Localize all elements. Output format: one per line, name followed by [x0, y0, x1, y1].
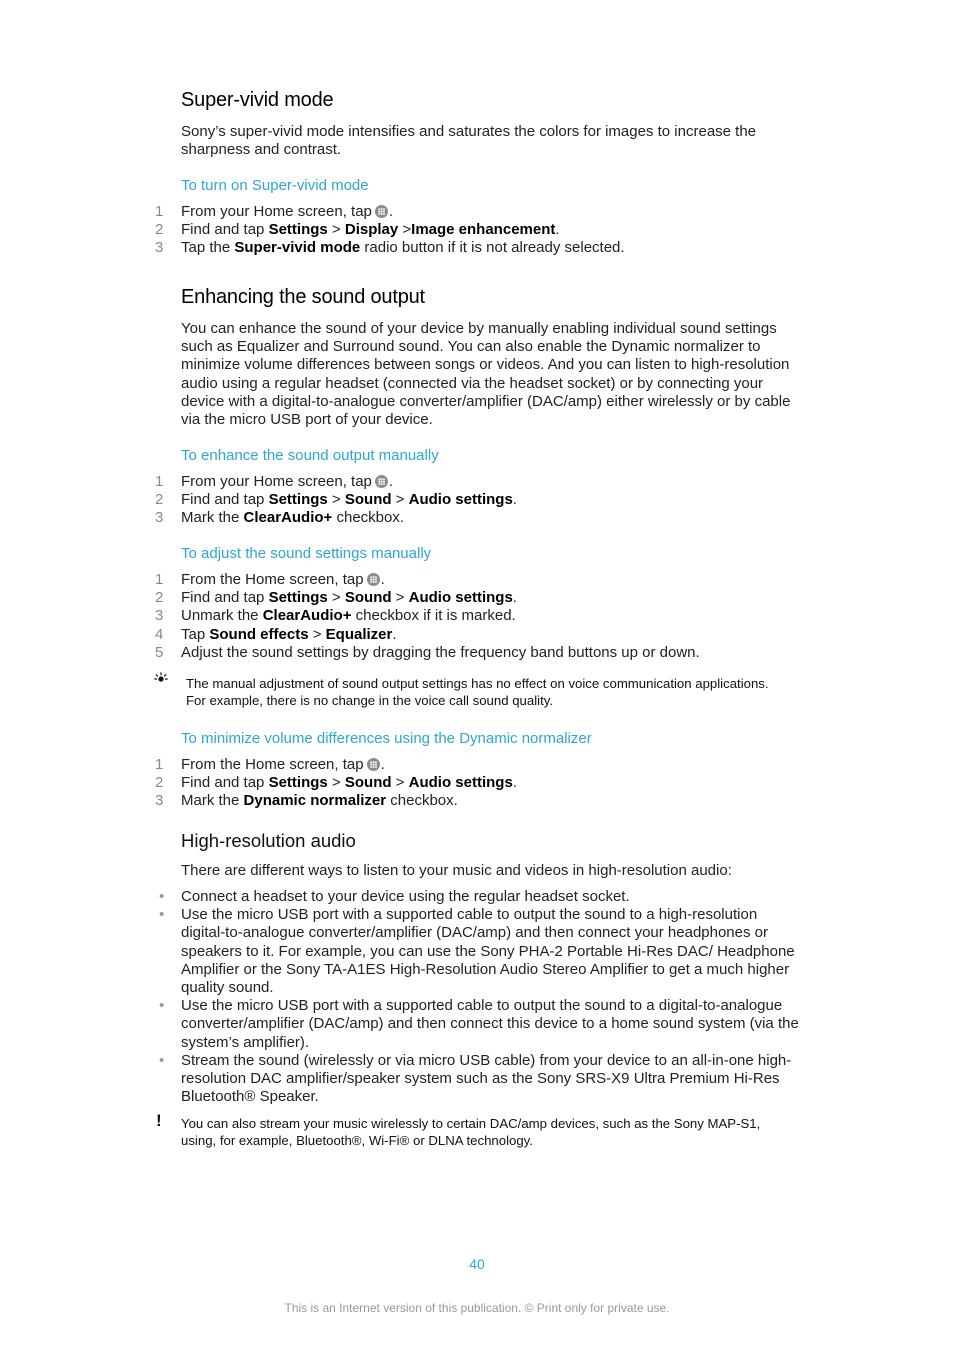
list-item: • Use the micro USB port with a supported cable to output the sound to a digital-to-analogue converter/amplifier (DAC/amp) and then connect this device to a home sound system (via the system’s amplifier). [159, 997, 799, 1051]
tip-note: The manual adjustment of sound output settings has no effect on voice communication applications. For example, there is no change in the voice call sound quality. [186, 676, 769, 708]
lightbulb-tip-icon [154, 672, 168, 686]
procedure-title-dynamic-normalizer: To minimize volume differences using the Dynamic normalizer [181, 730, 592, 747]
footer-notice: This is an Internet version of this publication. © Print only for private use. [284, 1301, 670, 1315]
steps-adjust-sound [155, 571, 815, 662]
list-item: • Stream the sound (wirelessly or via micro USB cable) from your device to an all-in-one high-resolution DAC amplifier/speaker system such as the Sony SRS-X9 Ultra Premium Hi-Res Bluetooth® Speaker. [159, 1051, 792, 1106]
step: 3 Unmark the ClearAudio+ checkbox if it is marked. [155, 607, 516, 625]
step: 2 Find and tap Settings > Sound > Audio settings. [155, 491, 517, 509]
step: 5 Adjust the sound settings by dragging the frequency band buttons up or down. [155, 643, 700, 661]
step: 1 From the Home screen, tap . [155, 756, 385, 773]
step: 3 Mark the Dynamic normalizer checkbox. [155, 792, 458, 810]
exclamation-note-icon: ! [156, 1111, 162, 1130]
high-res-options-list [155, 888, 800, 1106]
steps-super-vivid [155, 203, 815, 258]
step: 2 Find and tap Settings > Display >Image enhancement. [155, 221, 560, 239]
apps-icon [375, 475, 388, 488]
step: 2 Find and tap Settings > Sound > Audio settings. [155, 774, 517, 792]
section-title-high-res-audio: High-resolution audio [181, 830, 356, 851]
procedure-title-super-vivid: To turn on Super-vivid mode [181, 177, 369, 194]
step: 3 Tap the Super-vivid mode radio button if it is not already selected. [155, 239, 625, 257]
procedure-title-enhance-sound: To enhance the sound output manually [181, 447, 439, 464]
note-text: You can also stream your music wirelessly to certain DAC/amp devices, such as the Sony MAP-S1, using, for example, Bluetooth®, Wi-Fi® or DLNA technology. [181, 1116, 761, 1148]
step: 3 Mark the ClearAudio+ checkbox. [155, 509, 405, 527]
step: 1 From your Home screen, tap . [155, 203, 394, 220]
apps-icon [375, 205, 388, 218]
list-item: • Use the micro USB port with a supported cable to output the sound to a high-resolution digital-to-analogue converter/amplifier (DAC/amp) and then connect your headphones or speakers to it. For example, you can use the Sony PHA-2 Portable Hi-Res DAC/ Headphone Amplifier or the Sony TA-A1ES High-Resolution Audio Stereo Amplifier to get a much higher quality sound. [159, 906, 795, 997]
step: 2 Find and tap Settings > Sound > Audio settings. [155, 589, 517, 607]
sound-output-description: You can enhance the sound of your device by manually enabling individual sound settings such as Equalizer and Surround sound. You can also enable the Dynamic normalizer to minimize volume differences between songs or videos. And you can listen to high-resolution audio using a regular headset (connected via the headset socket) or by connecting your device with a digital-to-analogue converter/amplifier (DAC/amp) either wirelessly or by cable via the micro USB port of your device. [181, 320, 791, 429]
step: 1 From the Home screen, tap . [155, 571, 385, 588]
section-title-sound-output: Enhancing the sound output [181, 286, 425, 308]
apps-icon [367, 758, 380, 771]
procedure-title-adjust-sound: To adjust the sound settings manually [181, 545, 432, 562]
page-number: 40 [469, 1256, 485, 1272]
steps-enhance-sound [155, 473, 815, 528]
steps-dynamic-normalizer [155, 756, 815, 811]
apps-icon [367, 573, 380, 586]
section-title-super-vivid: Super-vivid mode [181, 89, 334, 111]
step: 4 Tap Sound effects > Equalizer. [155, 625, 397, 643]
super-vivid-description: Sony’s super-vivid mode intensifies and saturates the colors for images to increase the sharpness and contrast. [181, 123, 757, 159]
high-res-description: There are different ways to listen to your music and videos in high-resolution audio: [181, 862, 732, 879]
list-item: • Connect a headset to your device using the regular headset socket. [159, 888, 630, 905]
step: 1 From your Home screen, tap . [155, 473, 394, 490]
